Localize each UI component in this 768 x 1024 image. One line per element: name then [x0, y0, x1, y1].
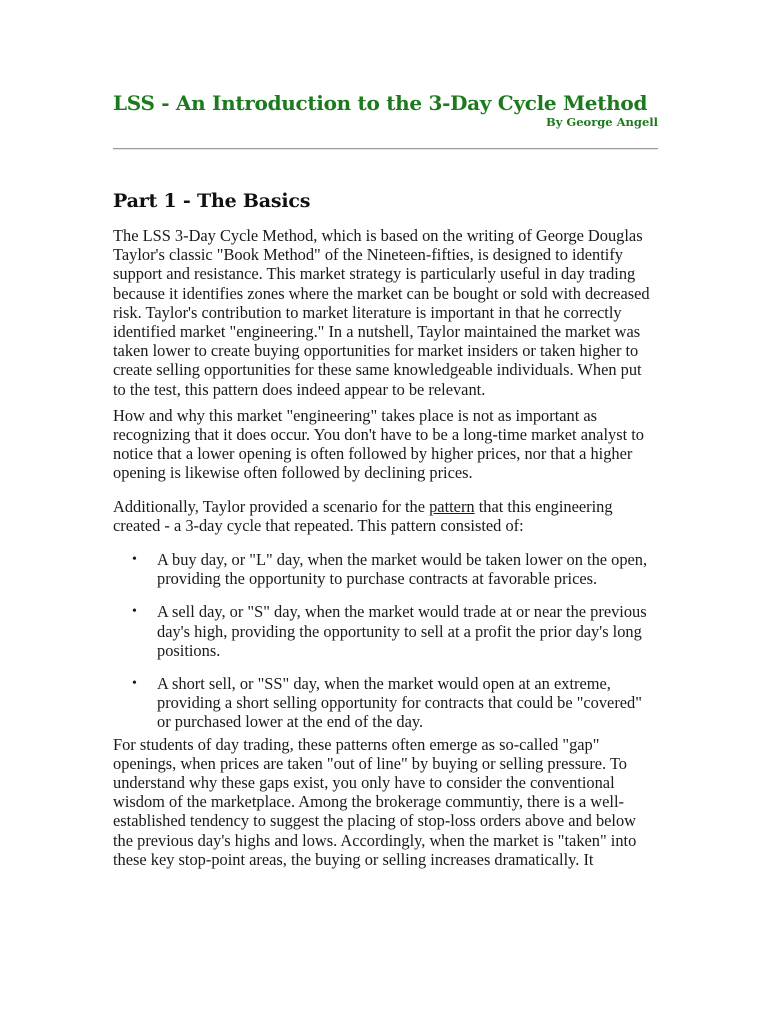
author-byline: By George Angell: [545, 115, 658, 129]
list-item-sell-day: [113, 602, 658, 660]
list-item-short-sell-day: [113, 674, 658, 732]
pattern-link[interactable]: pattern: [429, 496, 475, 516]
document-title: LSS - An Introduction to the 3-Day Cycle Method: [113, 91, 648, 115]
title-divider: [113, 148, 658, 150]
list-item-buy-day: [113, 550, 658, 588]
gap-openings-paragraph: For students of day trading, these patterns often emerge as so-called "gap" openings, when prices are taken "out of line" by buying or selling pressure. To understand why these gaps exist, you only have to consider the conventional wisdom of the marketplace. Among the brokerage communtiy, there is a well-established tendency to suggest the placing of stop-loss orders above and below the previous day's highs and lows. Accordingly, when the market is "taken" into these key stop-point areas, the buying or selling increases dramatically. It: [113, 734, 637, 869]
bullet-icon: •: [132, 552, 137, 568]
scenario-paragraph: [113, 497, 658, 535]
list-item-text: A buy day, or "L" day, when the market would be taken lower on the open, providing the opportunity to purchase contracts at favorable prices.: [157, 550, 648, 589]
bullet-icon: •: [132, 604, 137, 620]
cycle-day-list: [113, 550, 658, 732]
scenario-text-after: that this engineering created - a 3-day cycle that repeated. This pattern consisted of:: [113, 496, 613, 535]
intro-paragraph: The LSS 3-Day Cycle Method, which is based on the writing of George Douglas Taylor's classic "Book Method" of the Nineteen-fifties, is designed to identify support and resistance. This market strategy is particularly useful in day trading because it identifies zones where the market can be bought or sold with decreased risk. Taylor's contribution to market literature is important in that he correctly identified market "engineering." In a nutshell, Taylor maintained the market was taken lower to create buying opportunities for market insiders or taken higher to create selling opportunities for these same knowledgeable individuals. When put to the test, this pattern does indeed appear to be relevant.: [113, 226, 650, 399]
document-page: [113, 88, 658, 869]
engineering-paragraph: How and why this market "engineering" takes place is not as important as recognizing that it does occur. You don't have to be a long-time market analyst to notice that a lower opening is often followed by higher prices, nor that a higher opening is likewise often followed by declining prices.: [113, 405, 644, 483]
list-item-text: A short sell, or "SS" day, when the market would open at an extreme, providing a short selling opportunity for contracts that could be "covered" or purchased lower at the end of the day.: [157, 674, 642, 732]
list-item-text: A sell day, or "S" day, when the market would trade at or near the previous day's high, providing the opportunity to sell at a profit the prior day's long positions.: [157, 602, 647, 660]
scenario-text-before: Additionally, Taylor provided a scenario for the: [113, 496, 430, 516]
bullet-icon: •: [132, 676, 137, 692]
section-heading: Part 1 - The Basics: [113, 190, 311, 212]
